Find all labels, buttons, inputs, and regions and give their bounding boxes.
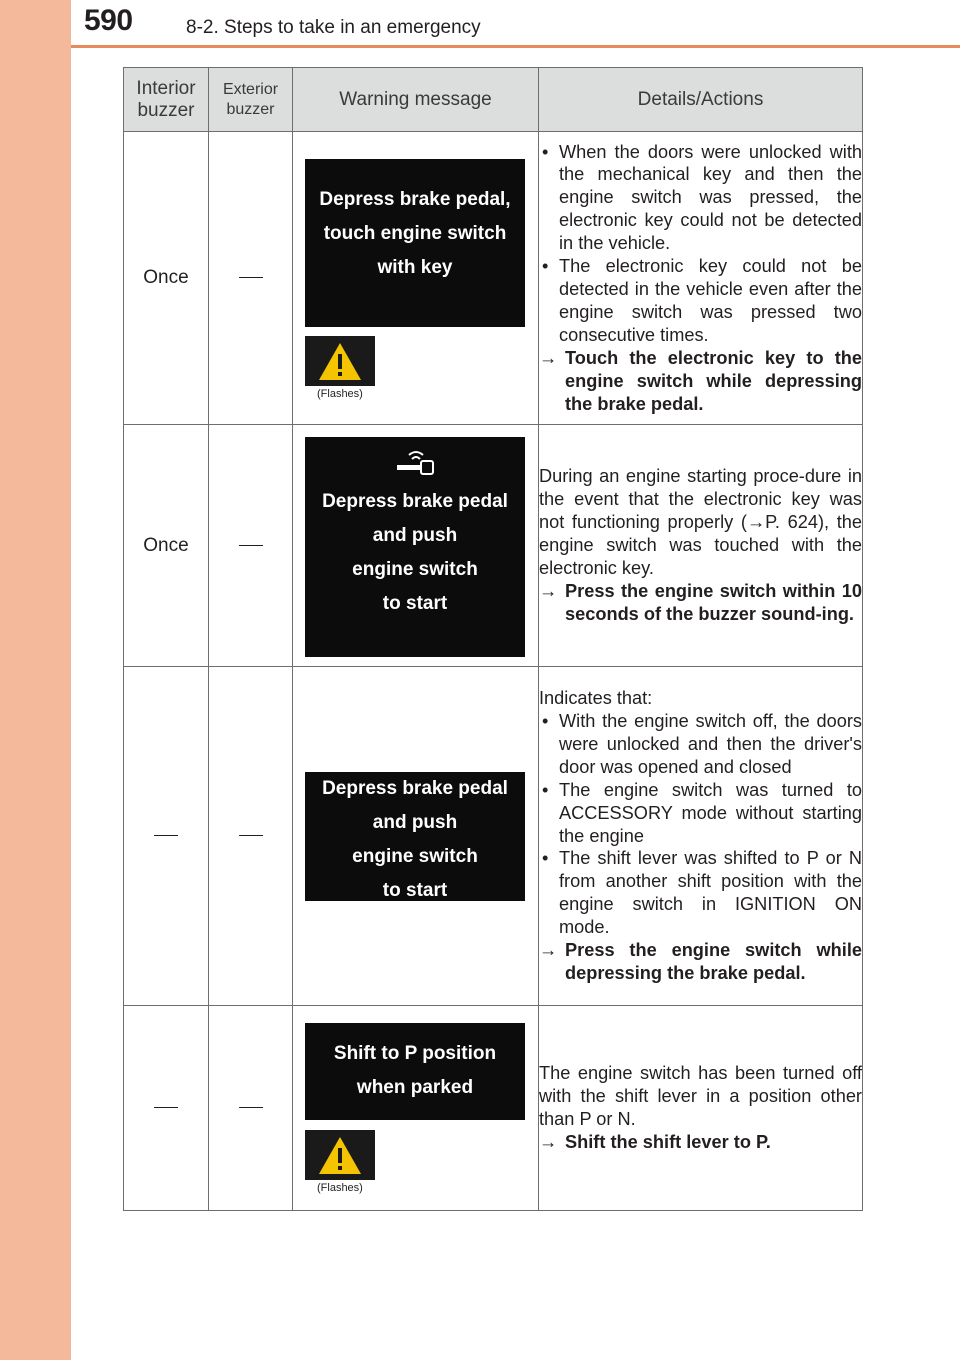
action-text [539,1131,862,1154]
details-text: P. 624), the engine switch was touched with the electronic key. [539,512,862,578]
screen-line: with key [377,257,453,278]
action-label: Touch the electronic key to the engine switch while depressing the brake pedal. [565,347,862,414]
details-text: During an engine starting proce-dure in the event that the electronic key was not functioning properly ( [539,466,862,533]
details-cell [539,425,863,667]
key-signal-icon [393,447,439,477]
exterior-buzzer-header: Exterior buzzer [209,68,293,132]
reference-arrow-icon: → [746,512,766,533]
table-row [124,425,863,667]
screen-line: to start [382,879,448,901]
screen-line: Shift to P position [333,1043,497,1064]
interior-buzzer-header: Interior buzzer [124,68,209,132]
action-text [539,939,862,985]
table-row [124,1006,863,1211]
interior-buzzer-cell: Once [124,425,209,667]
action-label: Press the engine switch within 10 seconds of the buzzer sound-ing. [565,580,862,624]
list-item: • The engine switch was turned to ACCESSORY mode without starting the engine [539,779,862,848]
screen-line: Depress brake pedal [322,777,508,799]
warning-message-cell [293,667,539,1006]
arrow-icon: → [539,347,558,368]
warning-triangle-icon [305,1130,375,1180]
warning-message-cell [293,1006,539,1211]
exterior-buzzer-cell [209,667,293,1006]
table-row [124,667,863,1006]
list-item: • The electronic key could not be detected in the vehicle even after the engine switch was pressed two consecutive times. [539,255,862,347]
warning-screen [305,772,525,901]
details-intro: Indicates that: [539,688,653,709]
page-number: 590 [84,4,133,37]
side-color-strip [0,0,71,1360]
arrow-icon: → [539,940,558,961]
warning-messages-table [123,67,863,1211]
action-label: Press the engine switch while depressing the brake pedal. [565,940,862,983]
exterior-buzzer-cell [209,132,293,425]
warning-screen [305,159,525,327]
list-item: • When the doors were unlocked with the mechanical key and then the engine switch was pressed, the electronic key could not be detected in the vehicle. [539,141,862,256]
table-row [124,132,863,425]
action-text [539,580,862,626]
flashes-label: (Flashes) [317,388,363,400]
screen-line: Depress brake pedal [322,491,508,512]
exterior-buzzer-cell [209,425,293,667]
warning-screen [305,437,525,657]
warning-message-cell [293,425,539,667]
details-intro: The engine switch has been turned off with the shift lever in a position other than P or N. [539,1063,862,1129]
header-divider [71,45,960,48]
action-text [539,347,862,416]
flashes-label: (Flashes) [317,1182,363,1194]
dash-mark [239,277,263,278]
interior-buzzer-cell [124,667,209,1006]
list-item: • With the engine switch off, the doors were unlocked and then the driver's door was opened and closed [539,710,862,779]
screen-line: and push [372,811,458,833]
exterior-buzzer-cell [209,1006,293,1211]
action-label: Shift the shift lever to P. [565,1131,771,1152]
details-cell [539,1006,863,1211]
dash-mark [239,1107,263,1108]
arrow-icon: → [539,1131,558,1152]
screen-line: touch engine switch [323,223,507,244]
table-header-row [124,68,863,132]
dash-mark [239,835,263,836]
bullet-list [539,141,862,347]
dash-mark [239,545,263,546]
screen-line: and push [372,525,458,546]
details-intro [539,465,862,580]
interior-buzzer-cell [124,1006,209,1211]
dash-mark [154,835,178,836]
interior-buzzer-cell: Once [124,132,209,425]
details-cell [539,667,863,1006]
warning-triangle-icon [305,336,375,386]
screen-line: to start [382,593,448,614]
screen-line: Depress brake pedal, [319,189,511,210]
details-actions-header: Details/Actions [539,68,863,132]
dash-mark [154,1107,178,1108]
screen-line: when parked [356,1077,474,1098]
arrow-icon: → [539,580,558,601]
screen-line: engine switch [352,845,478,867]
list-item: • The shift lever was shifted to P or N from another shift position with the engine switch in IGNITION ON mode. [539,847,862,939]
warning-screen [305,1023,525,1120]
warning-message-header: Warning message [293,68,539,132]
details-cell [539,132,863,425]
bullet-list [539,710,862,939]
warning-message-cell [293,132,539,425]
screen-line: engine switch [352,559,478,580]
section-title: 8-2. Steps to take in an emergency [186,17,481,38]
